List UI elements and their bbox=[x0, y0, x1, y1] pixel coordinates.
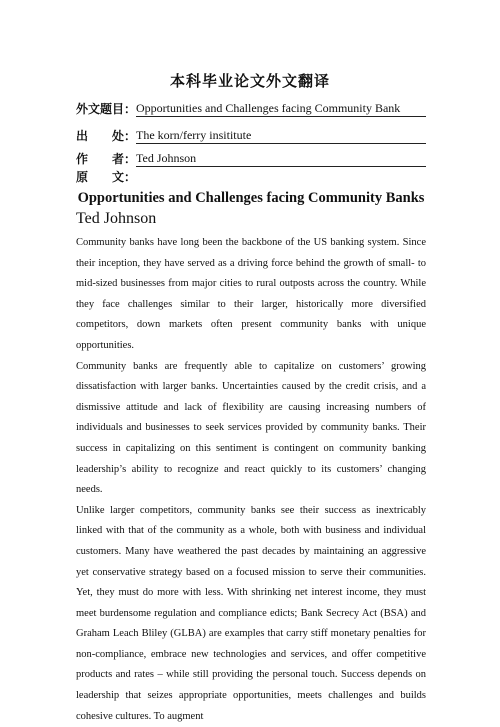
foreign-title-label: 外文题目： bbox=[76, 102, 137, 116]
foreign-title-row bbox=[76, 100, 426, 118]
original-row bbox=[76, 168, 426, 186]
article-body bbox=[76, 233, 426, 727]
paragraph: Community banks are frequently able to capitalize on customers’ growing dissatisfaction with larger banks. Uncertainties caused by the credit crisis, and a dismissive attitude and lack of flexibility are causing increasing numbers of individuals and businesses to seek services provided by community banks. Their success in capitalizing on this sentiment is contingent on community banking leadership’s ability to recognize and react quickly to its customers’ changing needs. bbox=[76, 360, 426, 496]
foreign-title-value: Opportunities and Challenges facing Community Bank bbox=[136, 100, 426, 117]
original-label: 原 文： bbox=[76, 170, 137, 184]
author-value: Ted Johnson bbox=[136, 150, 426, 167]
article-title: Opportunities and Challenges facing Community Banks bbox=[77, 190, 425, 206]
author-label: 作 者： bbox=[76, 152, 137, 166]
document-title: 本科毕业论文外文翻译 bbox=[169, 74, 330, 90]
author-row bbox=[76, 150, 426, 168]
paragraph: Unlike larger competitors, community banks see their success as inextricably linked with that of the community as a whole, both with business and individual customers. Many have weathered the past decades by maintaining an aggressive yet conservative strategy based on a focused mission to serve their communities. Yet, they must do more with less. With shrinking net interest income, they must meet burdensome regulation and compliance edicts; Bank Secrecy Act (BSA) and Graham Leach Bliley (GLBA) are examples that carry stiff monetary penalties for non-compliance, embrace new technologies and services, and offer competitive products and rates – while still providing the personal touch. Success depends on leadership that seizes appropriate opportunities, meets challenges and builds cohesive cultures. To augment bbox=[76, 504, 426, 722]
source-value: The korn/ferry insititute bbox=[136, 127, 426, 144]
source-row bbox=[76, 127, 426, 145]
article-author: Ted Johnson bbox=[76, 210, 157, 227]
paragraph: Community banks have long been the backbone of the US banking system. Since their inception, they have served as a driving force behind the growth of small- to mid-sized businesses from major cities to rural outposts across the country. While they face challenges similar to their larger, historically more diversified competitors, down markets often present community banks with unique opportunities. bbox=[76, 237, 426, 351]
source-label: 出 处： bbox=[76, 129, 137, 143]
